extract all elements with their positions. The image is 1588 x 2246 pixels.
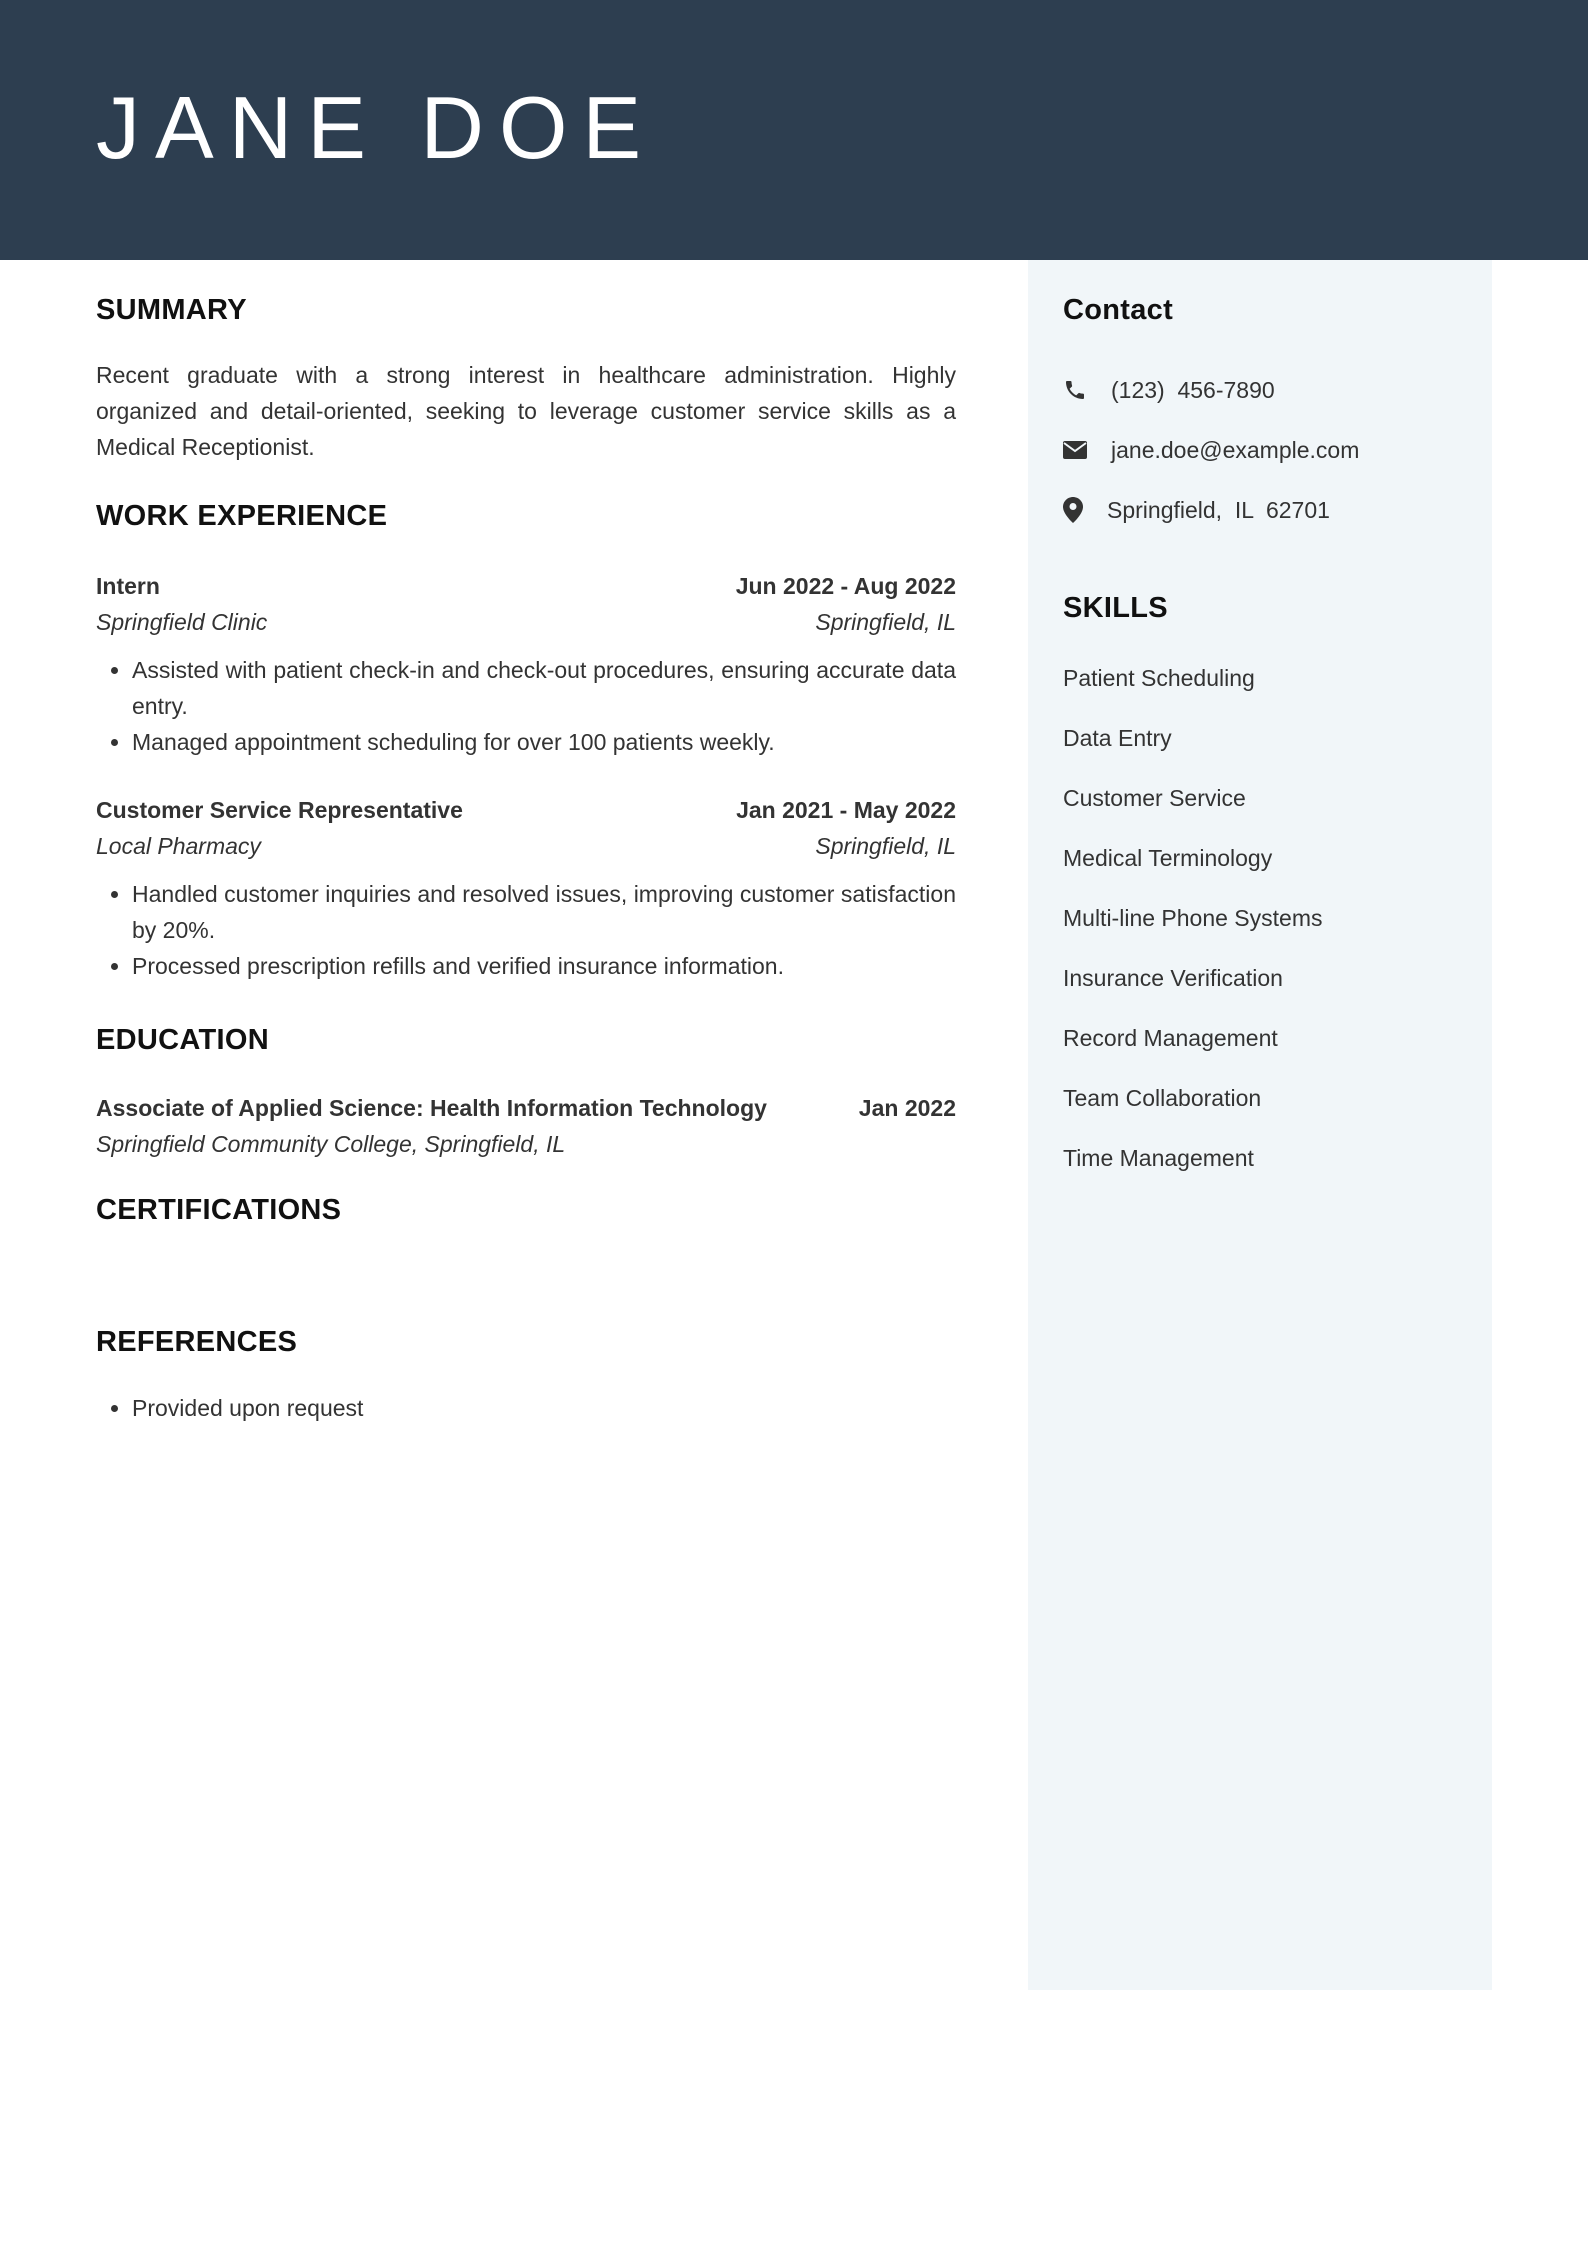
- list-item: • Handled customer inquiries and resolved issues, improving customer satisfaction by 20%.: [132, 876, 956, 948]
- skills-list: [1063, 660, 1323, 1200]
- job-dates: Jan 2021 - May 2022: [736, 797, 956, 823]
- contact-phone: [1063, 372, 1275, 408]
- skill-item: Insurance Verification: [1063, 965, 1283, 991]
- job-location: Springfield, IL: [815, 833, 956, 859]
- list-item: • Processed prescription refills and verified insurance information.: [132, 948, 956, 984]
- job-location: Springfield, IL: [815, 609, 956, 635]
- skill-item: Multi-line Phone Systems: [1063, 905, 1323, 931]
- summary-heading: SUMMARY: [96, 294, 247, 326]
- location-text: Springfield, IL 62701: [1107, 497, 1330, 523]
- references-list: [96, 1390, 956, 1426]
- job-header: [96, 568, 956, 604]
- skill-item: Time Management: [1063, 1145, 1254, 1171]
- skill-item: Data Entry: [1063, 725, 1172, 751]
- list-item: • Assisted with patient check-in and check-out procedures, ensuring accurate data entry.: [132, 652, 956, 724]
- header-banner: [0, 0, 1588, 260]
- job-org: [96, 828, 956, 864]
- job-header: [96, 792, 956, 828]
- phone-number[interactable]: (123) 456-7890: [1111, 377, 1275, 403]
- job-dates: Jun 2022 - Aug 2022: [735, 573, 956, 599]
- envelope-icon: [1063, 437, 1089, 463]
- job-org: [96, 604, 956, 640]
- contact-heading: Contact: [1063, 294, 1174, 326]
- map-marker-icon: [1063, 497, 1089, 523]
- candidate-name: JANE DOE: [96, 78, 657, 177]
- skill-item: Team Collaboration: [1063, 1085, 1262, 1111]
- references-heading: REFERENCES: [96, 1326, 298, 1358]
- email-address[interactable]: jane.doe@example.com: [1111, 437, 1360, 463]
- skill-item: Customer Service: [1063, 785, 1246, 811]
- skill-item: Patient Scheduling: [1063, 665, 1255, 691]
- contact-location: [1063, 492, 1330, 528]
- skill-item: Record Management: [1063, 1025, 1278, 1051]
- job-title: Intern: [96, 573, 160, 599]
- job-company: Local Pharmacy: [96, 833, 261, 859]
- job-bullets: [96, 652, 956, 760]
- school-name: Springfield Community College, Springfield, IL: [96, 1131, 566, 1157]
- contact-email: [1063, 432, 1359, 468]
- job-bullets: [96, 876, 956, 984]
- skills-heading: SKILLS: [1063, 592, 1168, 624]
- list-item: • Provided upon request: [132, 1390, 956, 1426]
- education-header: [96, 1090, 956, 1126]
- degree-date: Jan 2022: [858, 1095, 956, 1121]
- education-org: [96, 1126, 956, 1162]
- education-heading: EDUCATION: [96, 1024, 269, 1056]
- skill-item: Medical Terminology: [1063, 845, 1273, 871]
- work-experience-heading: WORK EXPERIENCE: [96, 500, 388, 532]
- job-company: Springfield Clinic: [96, 609, 268, 635]
- list-item: • Managed appointment scheduling for over 100 patients weekly.: [132, 724, 956, 760]
- job-title: Customer Service Representative: [96, 797, 463, 823]
- summary-text: Recent graduate with a strong interest in healthcare administration. Highly organized and detail-oriented, seeking to leverage customer service skills as a Medical Receptionist.: [96, 362, 956, 460]
- degree-title: Associate of Applied Science: Health Information Technology: [96, 1095, 767, 1121]
- phone-icon: [1063, 377, 1089, 403]
- certifications-heading: CERTIFICATIONS: [96, 1194, 342, 1226]
